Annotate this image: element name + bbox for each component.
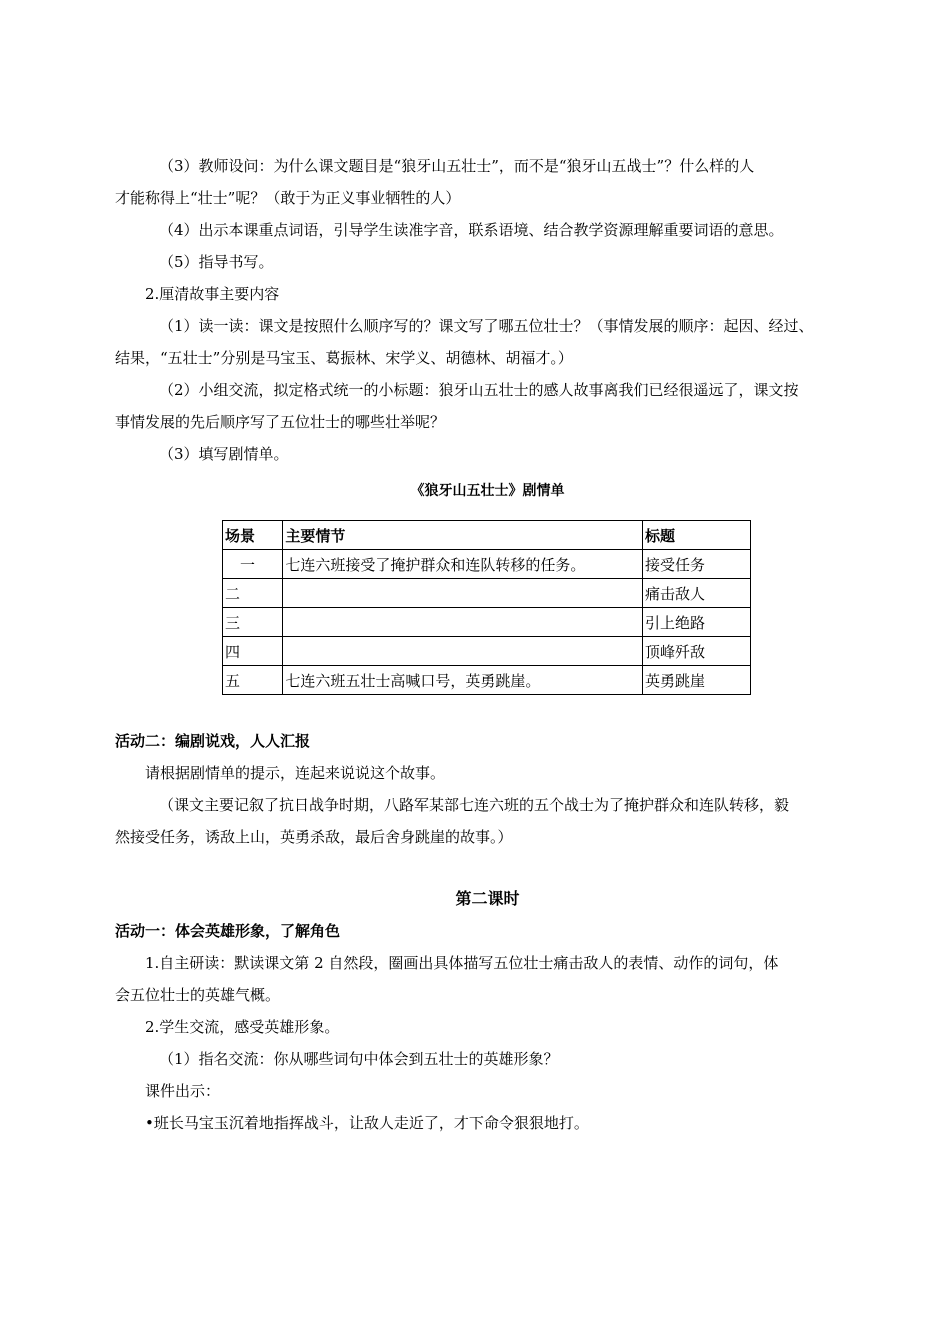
paragraph-key-words: （4）出示本课重点词语，引导学生读准字音，联系语境、结合教学资源理解重要词语的意思。 [159,221,784,239]
table-cell-scene: 一 [223,550,283,579]
table-cell-scene: 三 [223,608,283,637]
paragraph-courseware: 课件出示： [145,1082,221,1100]
paragraph-student-exchange: 2.学生交流，感受英雄形象。 [145,1018,340,1036]
activity-two-heading: 活动二：编剧说戏，人人汇报 [115,732,311,750]
paragraph-retell: 请根据剧情单的提示，连起来说说这个故事。 [145,764,446,782]
table-row [223,608,751,637]
table-cell-title: 引上绝路 [643,608,751,637]
table-cell-plot: 七连六班五壮士高喊口号，英勇跳崖。 [283,666,643,695]
list-item-quote: •班长马宝玉沉着地指挥战斗，让敌人走近了，才下命令狠狠地打。 [145,1114,589,1132]
table-cell-plot [283,608,643,637]
table-cell-plot: 七连六班接受了掩护群众和连队转移的任务。 [283,550,643,579]
paragraph-self-study: 1.自主研读：默读课文第 2 自然段，圈画出具体描写五位壮士痛击敌人的表情、动作的词句，体 [145,954,779,972]
paragraph-teacher-question: （3）教师设问：为什么课文题目是“狼牙山五壮士”，而不是“狼牙山五战士”？什么样的人 [159,157,755,175]
table-row [223,579,751,608]
table-cell-title: 英勇跳崖 [643,666,751,695]
table-cell-plot [283,637,643,666]
table-title: 《狼牙山五壮士》剧情单 [410,483,565,499]
paragraph-group-discussion: （2）小组交流，拟定格式统一的小标题：狼牙山五壮士的感人故事离我们已经很遥远了，课文按 [159,381,799,399]
document-page [115,150,860,1139]
table-cell-title: 痛击敌人 [643,579,751,608]
table-row [223,637,751,666]
paragraph-writing-guide: （5）指导书写。 [159,253,274,271]
table-header-cell: 场景 [223,521,283,550]
table-row [223,666,751,695]
lesson-two-title: 第二课时 [455,889,520,908]
table-cell-scene: 四 [223,637,283,666]
table-cell-scene: 二 [223,579,283,608]
table-header-row [223,521,751,550]
plot-sheet-table [222,520,751,695]
paragraph-fill-sheet: （3）填写剧情单。 [159,445,289,463]
paragraph-summary-cont: 然接受任务，诱敌上山，英勇杀敌，最后舍身跳崖的故事。） [115,828,513,846]
table-header-cell: 标题 [643,521,751,550]
paragraph-self-study-cont: 会五位壮士的英雄气概。 [115,986,281,1004]
paragraph-named-exchange: （1）指名交流：你从哪些词句中体会到五壮士的英雄形象？ [159,1050,559,1068]
paragraph-read: （1）读一读：课文是按照什么顺序写的？课文写了哪五位壮士？（事情发展的顺序：起因、经过、 [159,317,814,335]
paragraph-group-discussion-cont: 事情发展的先后顺序写了五位壮士的哪些壮举呢？ [115,413,446,431]
paragraph-summary: （课文主要记叙了抗日战争时期，八路军某部七连六班的五个战士为了掩护群众和连队转移，毅 [159,796,790,814]
section-heading-main-content: 2.厘清故事主要内容 [145,285,280,303]
table-cell-scene: 五 [223,666,283,695]
table-cell-title: 接受任务 [643,550,751,579]
table-cell-plot [283,579,643,608]
activity-one-heading: 活动一：体会英雄形象，了解角色 [115,922,341,940]
table-cell-title: 顶峰歼敌 [643,637,751,666]
table-header-cell: 主要情节 [283,521,643,550]
table-row [223,550,751,579]
paragraph-read-cont: 结果，“五壮士”分别是马宝玉、葛振林、宋学义、胡德林、胡福才。） [115,349,573,367]
paragraph-teacher-question-cont: 才能称得上“壮士”呢？（敢于为正义事业牺牲的人） [115,189,461,207]
